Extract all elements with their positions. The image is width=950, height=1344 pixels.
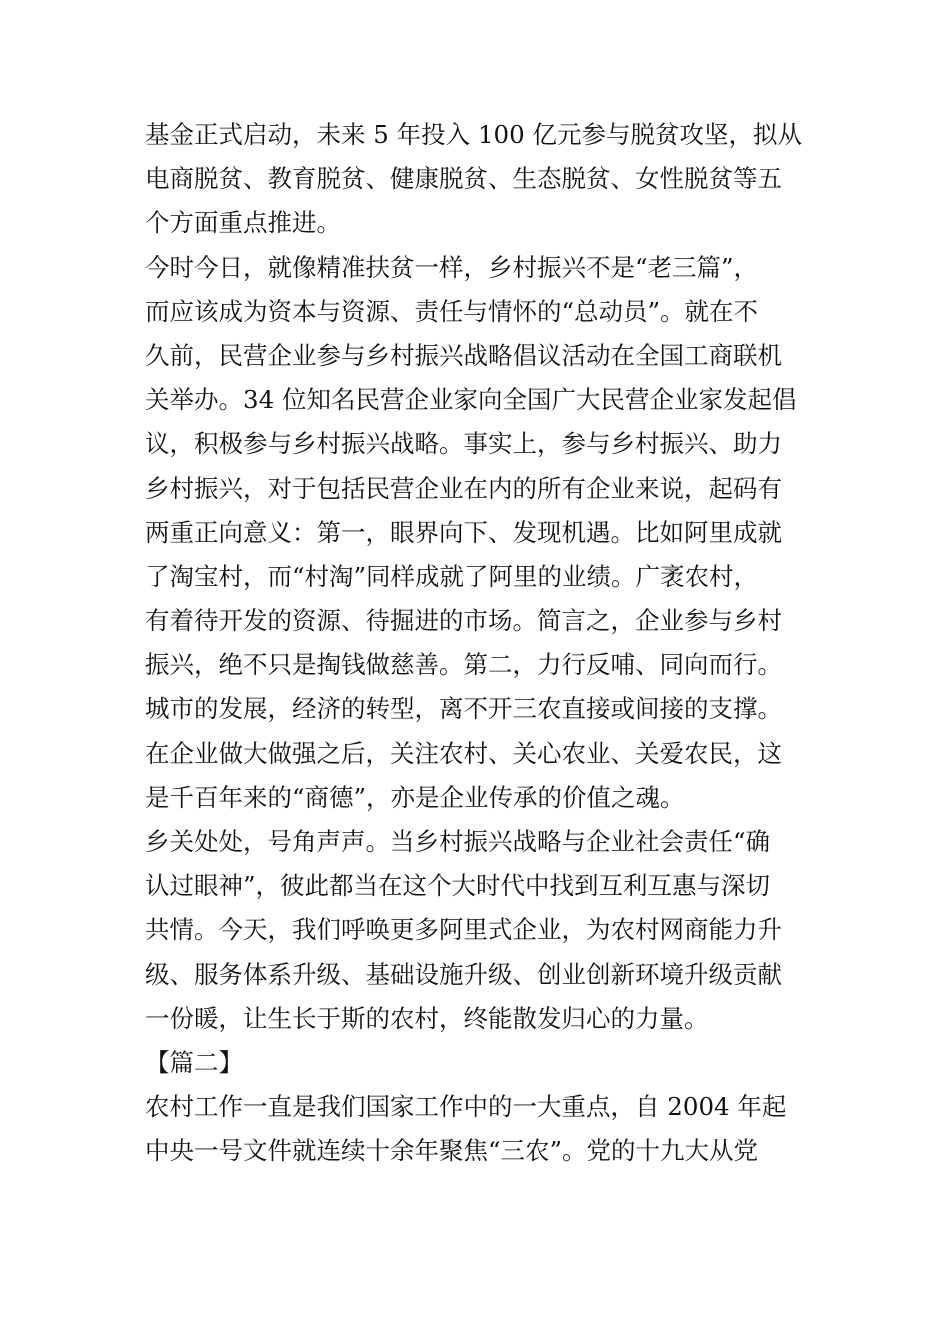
text-line: 乡村振兴，对于包括民营企业在内的所有企业来说，起码有: [145, 473, 782, 503]
text-line: 基金正式启动，未来 5 年投入 100 亿元参与脱贫攻坚，拟从: [145, 120, 802, 149]
text-line: 电商脱贫、教育脱贫、健康脱贫、生态脱贫、女性脱贫等五: [145, 164, 782, 194]
text-line: 乡关处处，号角声声。当乡村振兴战略与企业社会责任“确: [145, 827, 771, 856]
document-body: [145, 113, 810, 1174]
paragraph-rural-revitalization: [145, 246, 810, 820]
text-line: 振兴，绝不只是掏钱做慈善。第二，力行反哺、同向而行。: [145, 650, 782, 680]
text-line: 两重正向意义：第一，眼界向下、发现机遇。比如阿里成就: [145, 517, 782, 547]
text-line: 一份暖，让生长于斯的农村，终能散发归心的力量。: [145, 1003, 709, 1033]
paragraph-continuation: [145, 113, 810, 246]
text-line: 是千百年来的“商德”，亦是企业传承的价值之魂。: [145, 782, 685, 812]
text-line: 有着待开发的资源、待掘进的市场。简言之，企业参与乡村: [145, 606, 782, 636]
text-line: 认过眼神”，彼此都当在这个大时代中找到互利互惠与深切: [145, 871, 771, 901]
text-line: 久前，民营企业参与乡村振兴战略倡议活动在全国工商联机: [145, 340, 782, 370]
section-heading: [145, 1041, 810, 1085]
paragraph-section-two-intro: [145, 1085, 810, 1173]
section-title: 【篇二】: [145, 1047, 243, 1077]
text-line: 了淘宝村，而“村淘”同样成就了阿里的业绩。广袤农村，: [145, 561, 759, 591]
text-line: 农村工作一直是我们国家工作中的一大重点，自 2004 年起: [145, 1092, 787, 1122]
text-line: 关举办。34 位知名民营企业家向全国广大民营企业家发起倡: [145, 385, 797, 415]
text-line: 个方面重点推进。: [145, 208, 341, 238]
text-line: 级、服务体系升级、基础设施升级、创业创新环境升级贡献: [145, 959, 782, 989]
text-line: 共情。今天，我们呼唤更多阿里式企业，为农村网商能力升: [145, 915, 782, 945]
text-line: 在企业做大做强之后，关注农村、关心农业、关爱农民，这: [145, 738, 782, 768]
text-line: 而应该成为资本与资源、责任与情怀的“总动员”。就在不: [145, 296, 759, 326]
text-line: 议，积极参与乡村振兴战略。事实上，参与乡村振兴、助力: [145, 429, 782, 459]
text-line: 城市的发展，经济的转型，离不开三农直接或间接的支撑。: [145, 694, 782, 724]
paragraph-call-to-action: [145, 820, 810, 1041]
text-line: 今时今日，就像精准扶贫一样，乡村振兴不是“老三篇”，: [145, 252, 759, 282]
text-line: 中央一号文件就连续十余年聚焦“三农”。党的十九大从党: [145, 1136, 759, 1166]
